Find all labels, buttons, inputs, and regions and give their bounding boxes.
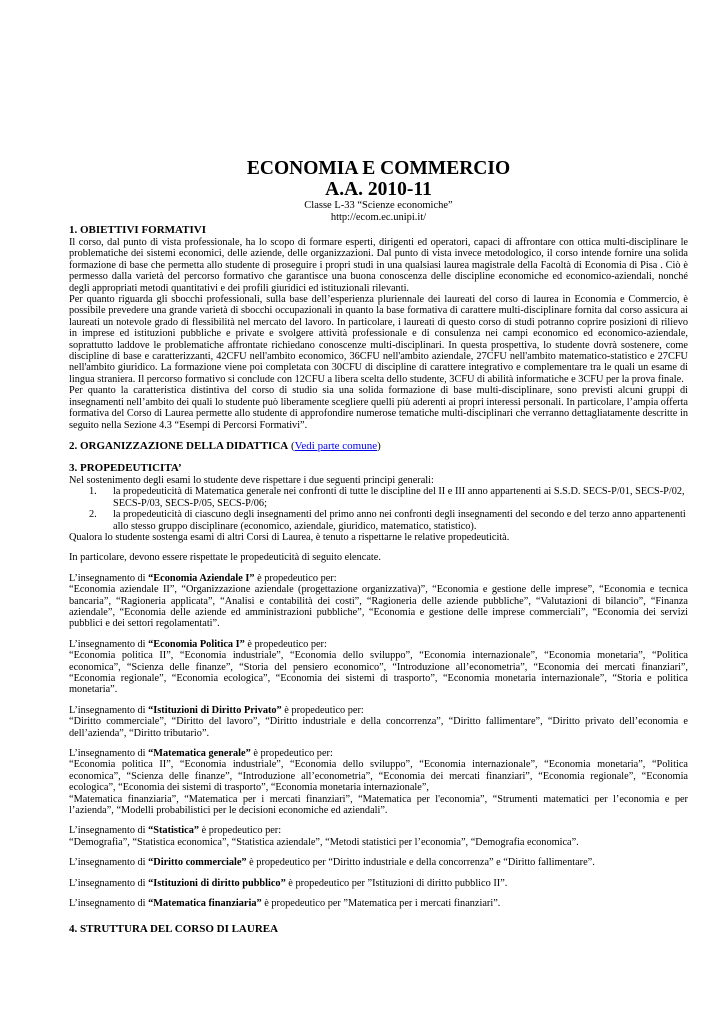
prereq-inline <box>69 878 688 889</box>
prereq-pre: L’insegnamento di <box>69 877 149 889</box>
prereq-heading <box>69 705 688 716</box>
list-number: 2. <box>89 509 97 521</box>
prereq-body: “Economia politica II”, “Economia industriale”, “Economia dello sviluppo”, “Economia internazionale”, “Economia monetaria”, “Politica economica”, “Scienza delle finanze”, “Introduzione all’econometria”, “Economia dei mercati finanziari”, “Economia regionale”, “Economia ecologica”, “Economia dei sistemi di trasporto”, “Economia monetaria internazionale”, <box>69 759 688 794</box>
prereq-heading <box>69 748 688 759</box>
prereq-course: “Istituzioni di Diritto Privato” <box>148 704 282 716</box>
prereq-pre: L’insegnamento di <box>69 572 149 584</box>
prereq-post: è propedeutico per ”Istituzioni di diritto pubblico II”. <box>285 877 508 889</box>
section-2-heading <box>69 440 688 453</box>
prereq-post: è propedeutico per: <box>250 748 333 760</box>
prereq-post: è propedeutico per: <box>281 704 364 716</box>
section-1-heading: 1. OBIETTIVI FORMATIVI <box>69 224 207 236</box>
prereq-post: è propedeutico per: <box>254 572 337 584</box>
prereq-post: è propedeutico per ”Matematica per i mercati finanziari”. <box>261 898 501 910</box>
list-number: 1. <box>89 486 97 498</box>
prereq-heading <box>69 573 688 584</box>
list-item-text: la propedeuticità di ciascuno degli insegnamenti del primo anno nei confronti degli insegnamenti del secondo e del terzo anno appartenenti allo stesso gruppo disciplinare (economico, aziendale, giuridico, matematico, statistico). <box>113 509 686 532</box>
prereq-post: è propedeutico per: <box>244 638 327 650</box>
prereq-post: è propedeutico per: <box>199 825 282 837</box>
list-item-text: la propedeuticità di Matematica generale nei confronti di tutte le discipline del II e III anno appartenenti ai S.S.D. SECS-P/01, SECS-P/02, SECS-P/03, SECS-P/05, SECS-P/06; <box>113 486 685 509</box>
prereq-inline <box>69 857 688 868</box>
section-1-paragraph: Per quanto riguarda gli sbocchi professionali, sulla base dell’esperienza pluriennale dei laureati del corso di laurea in Economia e Commercio, è possibile prevedere una grande varietà di sbocchi occupazionali in quanto la base formativa di carattere multi-disciplinare fornita dal corso assicura ai laureati un notevole grado di flessibilità nel mercato del lavoro. In particolare, i laureati di questo corso di studi potranno coprire posizioni di rilievo in imprese ed istituzioni pubbliche e private e svolgere attività professionale e di consulenza nei campi economico ed economico-aziendale, soprattutto laddove le problematiche affrontate richiedano conoscenze multi-disciplinari. In questa prospettiva, lo studente dovrà sostenere, come discipline di base e caratterizzanti, 42CFU nell'ambito economico, 36CFU nell'ambito aziendale, 27CFU nell'ambito matematico-statistico e 27CFU nell'ambito giuridico. La formazione viene poi completata con 30CFU di discipline di carattere integrativo e complementare tra le quali un esame di lingua straniera. Il percorso formativo si conclude con 12CFU a libera scelta dello studente, 3CFU di abilità informatiche e 3CFU per la prova finale. <box>69 294 688 385</box>
principles-list <box>69 486 688 532</box>
section-3-heading: 3. PROPEDEUTICITA’ <box>69 461 182 474</box>
prereq-heading <box>69 825 688 836</box>
section-3-outro: Qualora lo studente sostenga esami di altri Corsi di Laurea, è tenuto a rispettarne le relative propedeuticità. <box>69 531 510 543</box>
list-item <box>69 509 688 532</box>
academic-year: A.A. 2010-11 <box>325 179 432 200</box>
prereq-inline <box>69 898 688 909</box>
section-1-paragraph: Il corso, dal punto di vista professionale, ha lo scopo di formare esperti, dirigenti ed operatori, capaci di affrontare con ottica multi-disciplinare le problematiche dei sistemi economici, delle aziende, delle organizzazioni. Dal punto di vista invece metodologico, il corso intende fornire una solida formazione di base che permetta allo studente di proseguire i propri studi in una qualsiasi laurea magistrale della Facoltà di Economia di Pisa . Ciò è permesso dalla varietà del percorso formativo che garantisce una buona conoscenza delle discipline economiche ed economico-aziendali, nonché degli appropriati metodi quantitativi e dei profili giuridici ed istituzionali rilevanti. <box>69 237 688 294</box>
section-2-title: 2. ORGANIZZAZIONE DELLA DIDATTICA <box>69 439 289 452</box>
section-1-paragraph: Per quanto la caratteristica distintiva del corso di studio sia una solida formazione di base multi-disciplinare, sono previsti alcuni gruppi di insegnamenti nell’ambito dei quali lo studente può liberamente scegliere quelli più aderenti ai propri interessi personali. In particolare, l’ampia offerta formativa del Corso di Laurea permette allo studente di approfondire numerose tematiche multi-disciplinari che verranno dettagliatamente descritte in seguito nella Sezione 4.3 “Esempi di Percorsi Formativi”. <box>69 385 688 431</box>
class-label: Classe L-33 “Scienze economiche” <box>304 200 453 211</box>
prereq-course: “Matematica generale” <box>148 748 251 760</box>
prereq-course: “Economia Aziendale I” <box>148 572 255 584</box>
prereq-post: è propedeutico per “Diritto industriale e della concorrenza” e “Diritto fallimentare”. <box>246 857 595 869</box>
paren-open: ( <box>288 439 295 452</box>
prereq-course: “Statistica” <box>148 825 200 837</box>
list-item <box>69 486 688 509</box>
prereq-body: “Diritto commerciale”, “Diritto del lavoro”, “Diritto industriale e della concorrenza”, “Diritto fallimentare”, “Diritto privato dell’economia e dell’azienda”, “Diritto tributario”. <box>69 716 688 739</box>
common-part-link[interactable]: Vedi parte comune <box>294 439 378 452</box>
prereq-pre: L’insegnamento di <box>69 857 149 869</box>
course-url: http://ecom.ec.unipi.it/ <box>330 212 427 223</box>
prereq-pre: L’insegnamento di <box>69 638 149 650</box>
prereq-course: “Diritto commerciale” <box>148 857 247 869</box>
section-4-heading: 4. STRUTTURA DEL CORSO DI LAUREA <box>69 922 279 935</box>
title-block <box>69 158 688 224</box>
prereq-course: “Economia Politica I” <box>148 638 245 650</box>
section-3-intro: Nel sostenimento degli esami lo studente deve rispettare i due seguenti principi generali: <box>69 474 434 486</box>
prereq-pre: L’insegnamento di <box>69 825 149 837</box>
prereq-course: “Istituzioni di diritto pubblico” <box>148 877 286 889</box>
prereq-body: “Demografia”, “Statistica economica”, “Statistica aziendale”, “Metodi statistici per l’economia”, “Demografia economica”. <box>69 836 579 848</box>
prereq-body: “Economia aziendale II”, “Organizzazione aziendale (progettazione organizzativa)”, “Economia e gestione delle imprese”, “Economia e tecnica bancaria”, “Ragioneria applicata”, “Analisi e contabilità dei costi”, “Ragioneria delle aziende pubbliche”, “Valutazioni di bilancio”, “Finanza aziendale”, “Economia delle aziende ed amministrazioni pubbliche”, “Economia e gestione delle imprese commerciali”, “Economia dei servizi pubblici e dei settori regolamentati”. <box>69 584 688 630</box>
prereq-body: “Economia politica II”, “Economia industriale”, “Economia dello sviluppo”, “Economia internazionale”, “Economia monetaria”, “Politica economica”, “Scienza delle finanze”, “Storia del pensiero economico”, “Introduzione all’econometria”, “Economia dei mercati finanziari”, “Economia regionale”, “Economia ecologica”, “Economia dei sistemi di trasporto”, “Economia monetaria internazionale”, “Storia e politica monetaria”. <box>69 650 688 696</box>
prereq-pre: L’insegnamento di <box>69 704 149 716</box>
prereq-pre: L’insegnamento di <box>69 748 149 760</box>
paren-close: ) <box>377 439 381 452</box>
prereq-heading <box>69 639 688 650</box>
document-title: ECONOMIA E COMMERCIO <box>246 158 511 179</box>
prereq-course: “Matematica finanziaria” <box>148 898 262 910</box>
section-3-particular: In particolare, devono essere rispettate le propedeuticità di seguito elencate. <box>69 552 381 564</box>
prereq-body: “Matematica finanziaria”, “Matematica per i mercati finanziari”, “Matematica per l'economia”, “Strumenti matematici per l’economia e per l’azienda”, “Modelli probabilistici per le decisioni economiche ed aziendali”. <box>69 793 688 817</box>
prereq-pre: L’insegnamento di <box>69 898 149 910</box>
